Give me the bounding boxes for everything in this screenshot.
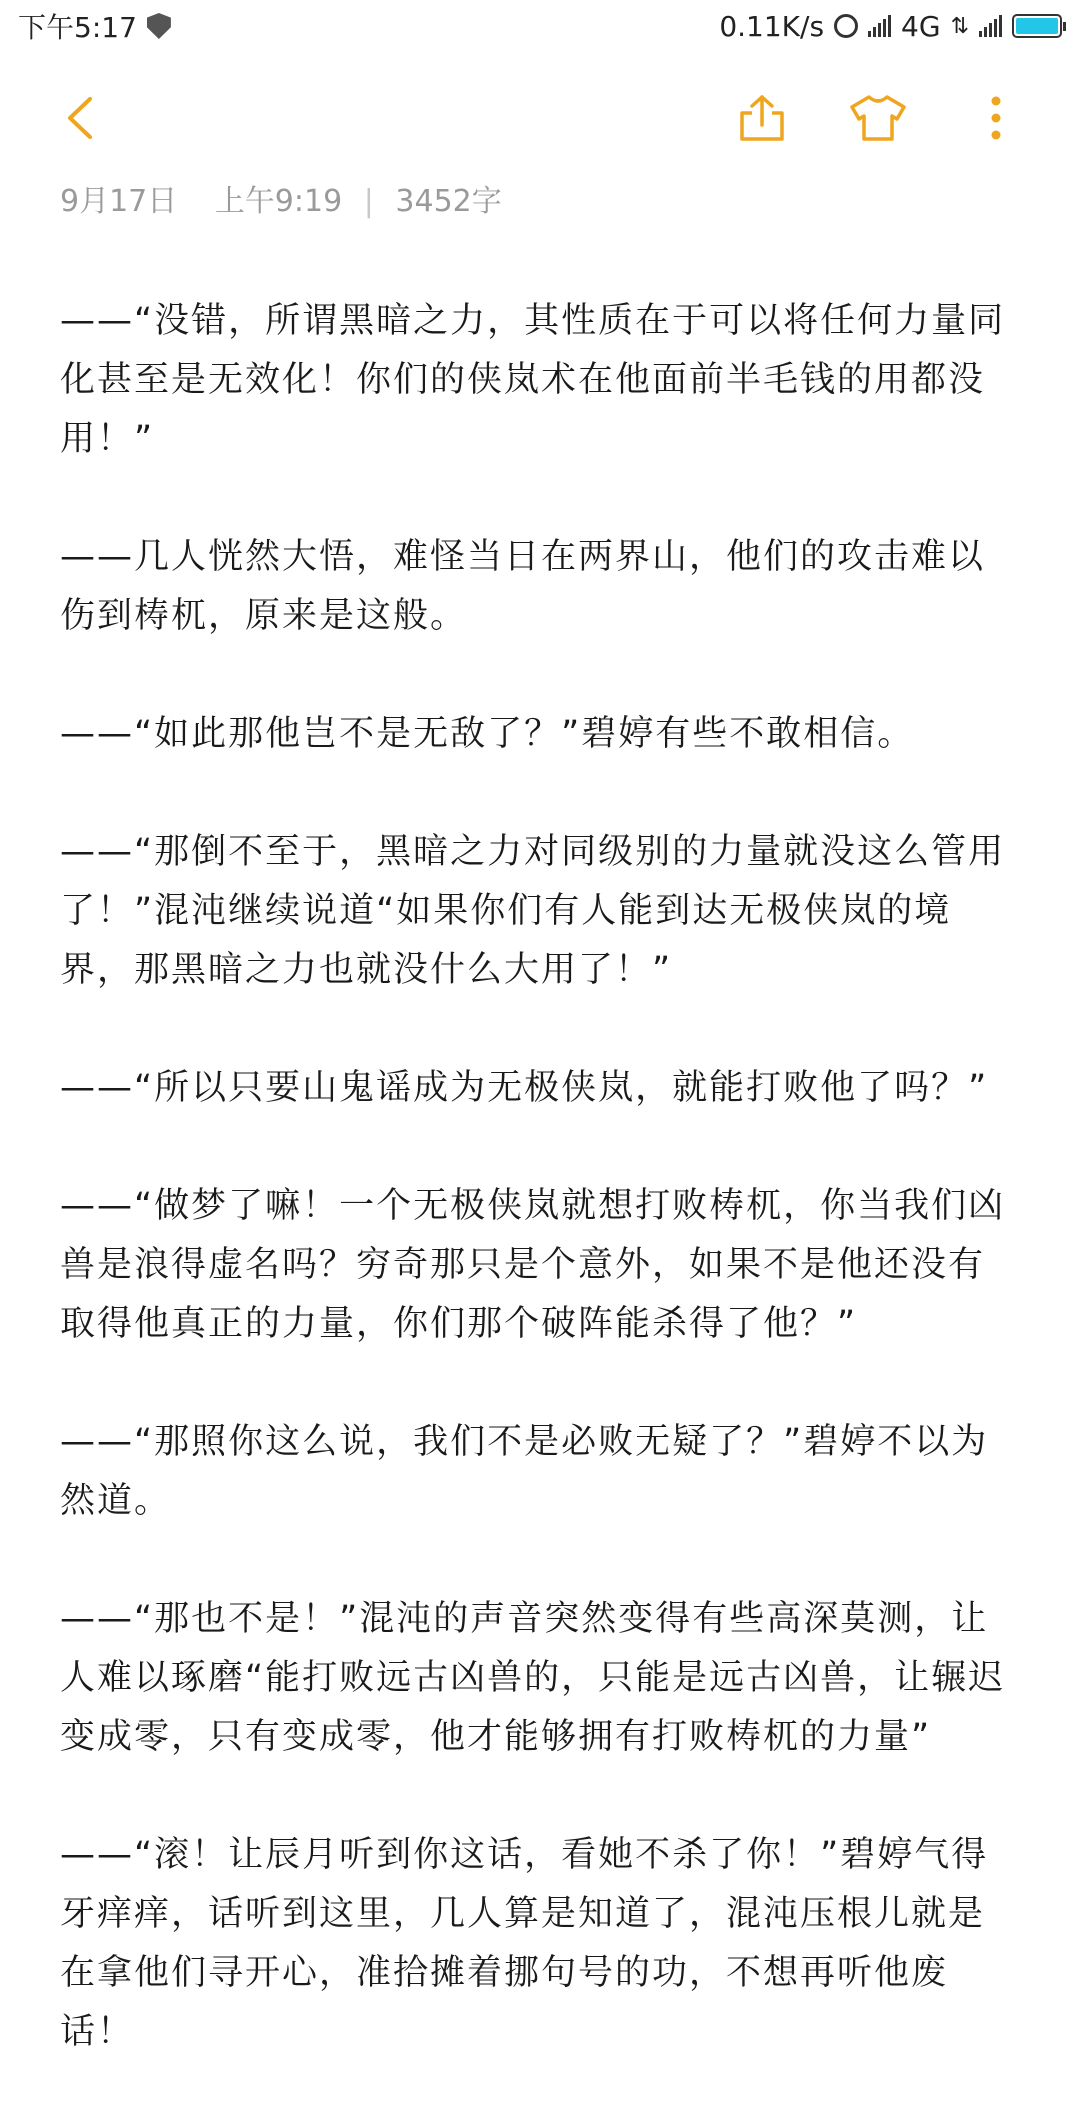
note-paragraph: ——“没错，所谓黑暗之力，其性质在于可以将任何力量同化甚至是无效化！你们的侠岚术在他面前半毛钱的用都没用！” — [60, 301, 1006, 459]
note-paragraph: ——“所以只要山鬼谣成为无极侠岚，就能打败他了吗？” — [60, 1068, 989, 1108]
status-bar-left — [18, 6, 171, 46]
network-speed: 0.11K/s — [719, 9, 825, 43]
shield-icon — [147, 13, 171, 39]
status-bar — [0, 0, 1080, 52]
signal-icon-2 — [979, 15, 1002, 37]
note-paragraph: ——“如此那他岂不是无敌了？”碧婷有些不敢相信。 — [60, 714, 915, 754]
theme-button[interactable] — [838, 78, 918, 158]
note-paragraph: ——“那也不是！”混沌的声音突然变得有些高深莫测，让人难以琢磨“能打败远古凶兽的，只能是远古凶兽，让辗迟变成零，只有变成零，他才能够拥有打败梼杌的力量” — [60, 1599, 1006, 1757]
note-meta — [60, 176, 502, 220]
status-bar-right — [719, 10, 1062, 43]
status-time: 下午5:17 — [18, 11, 137, 44]
note-paragraph: ——“那倒不至于，黑暗之力对同级别的力量就没这么管用了！”混沌继续说道“如果你们有人能到达无极侠岚的境界，那黑暗之力也就没什么大用了！” — [60, 832, 1006, 990]
note-time: 上午9:19 — [214, 184, 343, 219]
note-paragraph: ——“那照你这么说，我们不是必败无疑了？”碧婷不以为然道。 — [60, 1422, 989, 1521]
data-transfer-icon: ⇅ — [950, 13, 969, 39]
note-word-count: 3452字 — [395, 184, 502, 219]
note-paragraph: ——“做梦了嘛！一个无极侠岚就想打败梼杌，你当我们凶兽是浪得虚名吗？穷奇那只是个意外，如果不是他还没有取得他真正的力量，你们那个破阵能杀得了他？” — [60, 1186, 1006, 1344]
back-button[interactable] — [40, 78, 120, 158]
note-paragraph: ——几人恍然大悟，难怪当日在两界山，他们的攻击难以伤到梼杌，原来是这般。 — [60, 537, 986, 636]
more-icon — [990, 95, 1002, 141]
back-icon — [60, 93, 100, 143]
note-date: 9月17日 — [60, 184, 178, 219]
meta-separator: | — [363, 184, 374, 219]
note-paragraph: ——“滚！让辰月听到你这话，看她不杀了你！”碧婷气得牙痒痒，话听到这里，几人算是知道了，混沌压根儿就是在拿他们寻开心，准拾摊着挪句号的功，不想再听他废话！ — [60, 1835, 989, 2052]
theme-shirt-icon — [849, 93, 907, 143]
more-options-button[interactable] — [956, 78, 1036, 158]
note-content[interactable] — [60, 292, 1020, 2121]
share-icon — [738, 93, 786, 143]
signal-icon — [868, 15, 891, 37]
battery-level — [1016, 18, 1058, 34]
network-type: 4G — [901, 9, 941, 43]
alarm-icon — [834, 14, 858, 38]
battery-icon — [1012, 14, 1062, 38]
note-toolbar — [0, 78, 1080, 158]
share-button[interactable] — [722, 78, 802, 158]
